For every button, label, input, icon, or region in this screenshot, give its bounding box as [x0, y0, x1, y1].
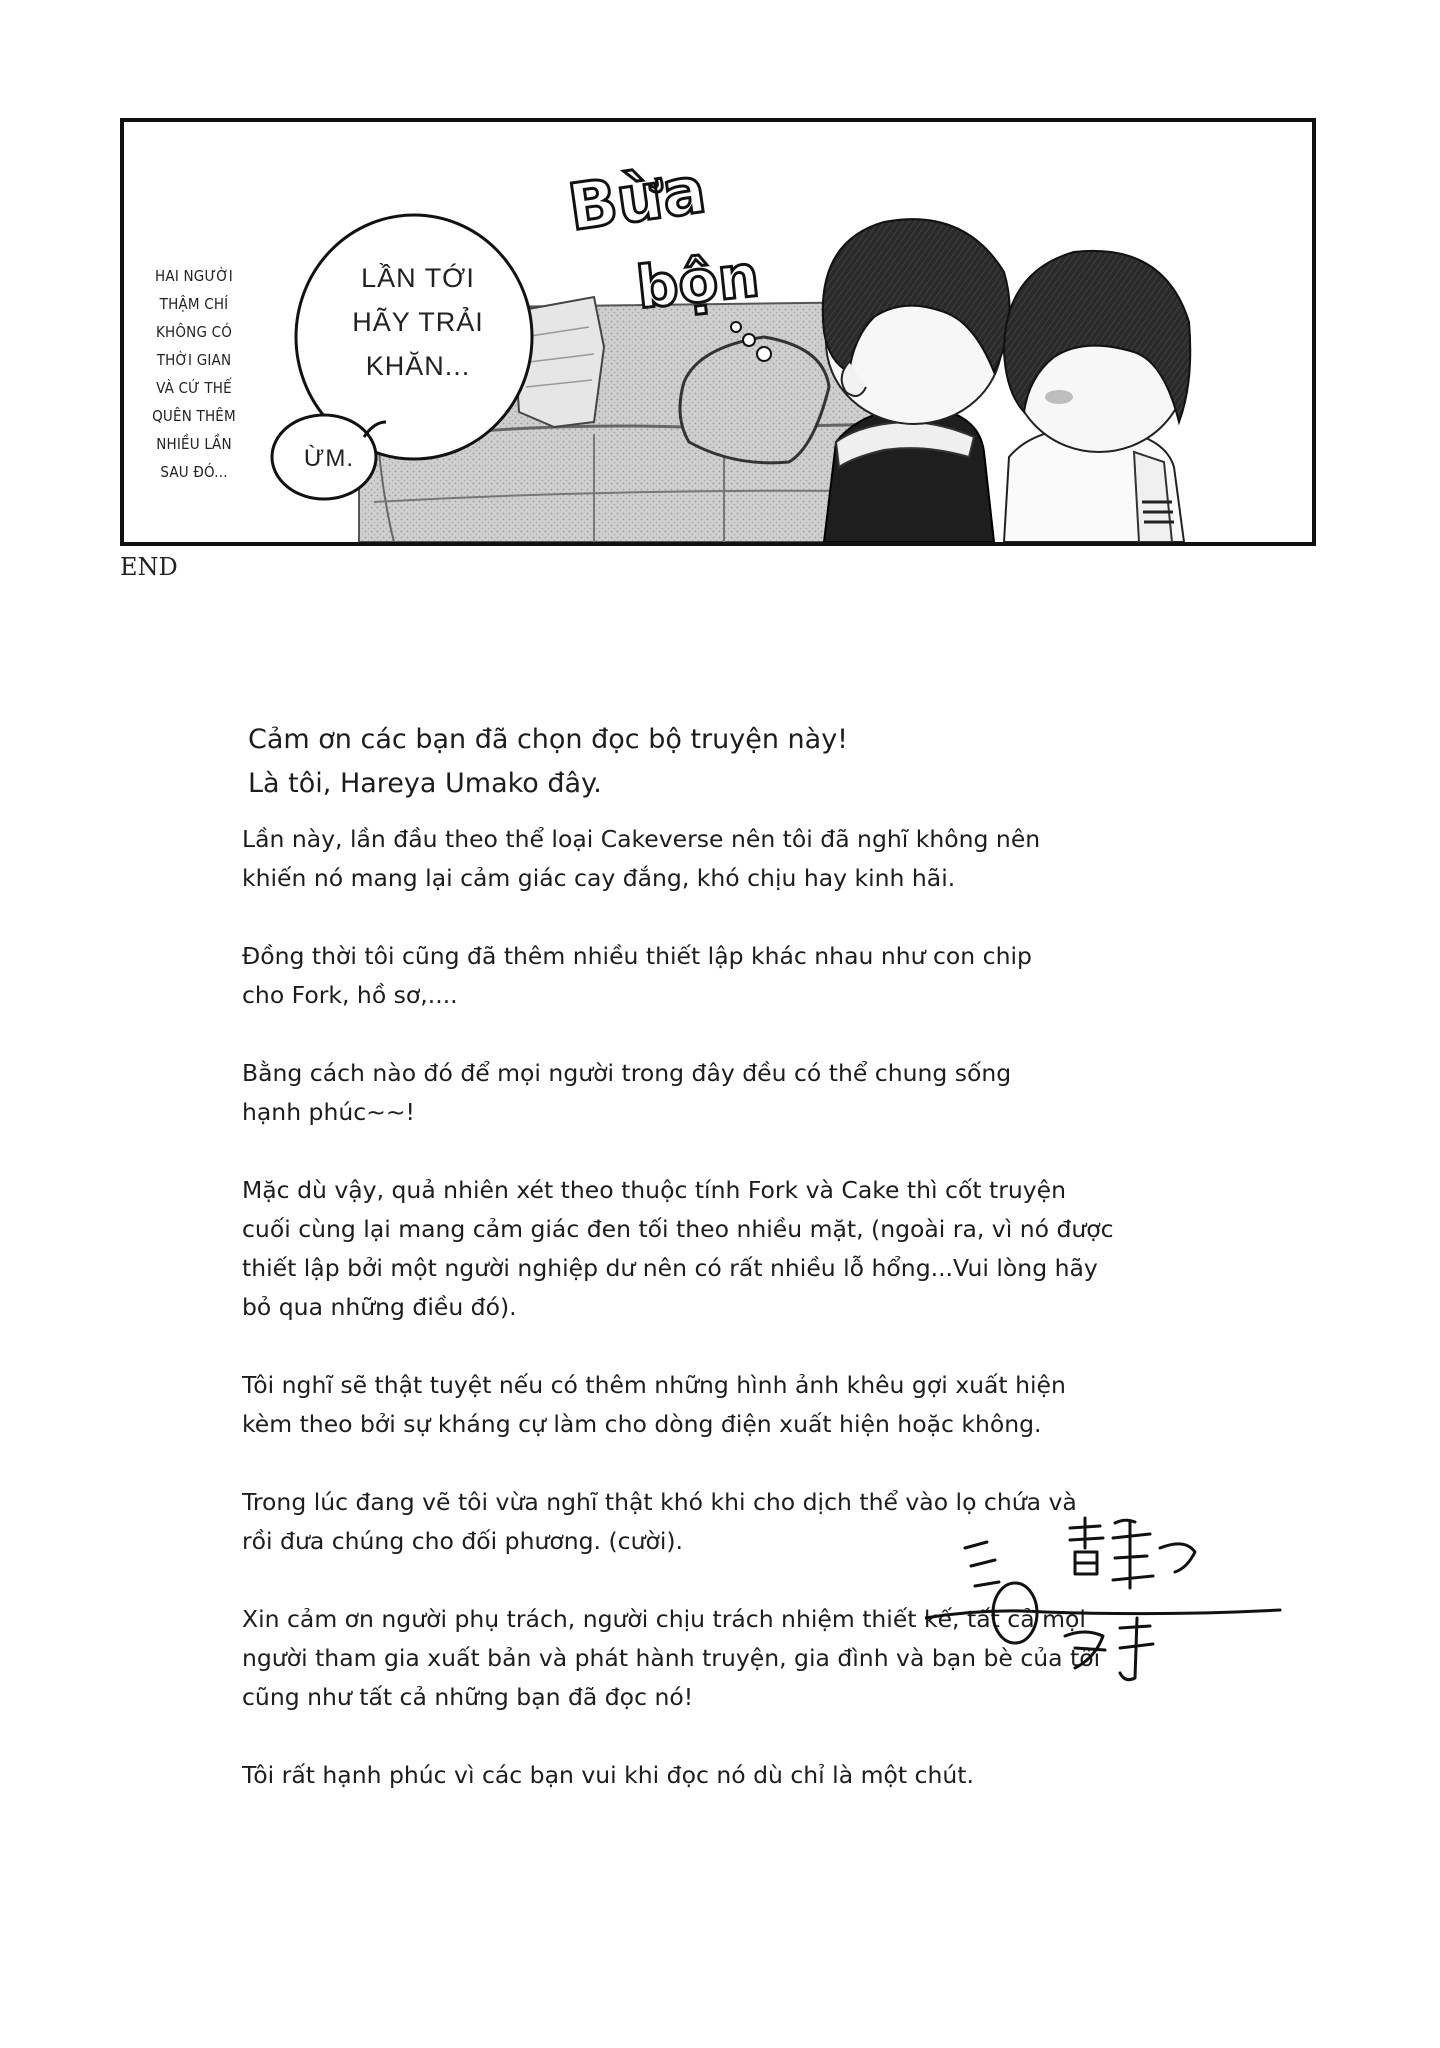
- narration-line: NHIỀU LẦN: [156, 435, 232, 453]
- bubble-line: LẦN TỚI: [361, 263, 475, 293]
- narration-line: KHÔNG CÓ: [155, 323, 233, 341]
- afterword-paragraph: [242, 1756, 1242, 1795]
- narration-line: QUÊN THÊM: [152, 407, 236, 425]
- afterword-paragraph: [242, 1054, 1242, 1132]
- paragraph-line: hạnh phúc~~!: [242, 1098, 415, 1126]
- bubble-line: KHĂN...: [365, 351, 471, 381]
- paragraph-line: Trong lúc đang vẽ tôi vừa nghĩ thật khó khi cho dịch thể vào lọ chứa và: [242, 1488, 1077, 1516]
- paragraph-line: Mặc dù vậy, quả nhiên xét theo thuộc tính Fork và Cake thì cốt truyện: [242, 1176, 1067, 1204]
- end-label: END: [120, 553, 178, 581]
- narration-caption: [130, 262, 258, 486]
- paragraph-line: kèm theo bởi sự kháng cự làm cho dòng điện xuất hiện hoặc không.: [242, 1410, 1042, 1438]
- narration-line: SAU ĐÓ...: [160, 463, 228, 481]
- narration-line: VÀ CỨ THẾ: [156, 379, 232, 397]
- greeting-line: Cảm ơn các bạn đã chọn đọc bộ truyện này!: [248, 724, 848, 755]
- svg-text:bộn: bộn: [633, 241, 763, 322]
- paragraph-line: Lần này, lần đầu theo thể loại Cakeverse nên tôi đã nghĩ không nên: [242, 825, 1041, 853]
- paragraph-line: khiến nó mang lại cảm giác cay đắng, khó chịu hay kinh hãi.: [242, 864, 956, 892]
- afterword-paragraph: [242, 1366, 1242, 1444]
- paragraph-line: Tôi rất hạnh phúc vì các bạn vui khi đọc nó dù chỉ là một chút.: [242, 1761, 974, 1789]
- panel-artwork: [124, 122, 1312, 542]
- bubble-line: HÃY TRẢI: [352, 307, 484, 337]
- paragraph-line: cho Fork, hồ sơ,....: [242, 981, 458, 1009]
- paragraph-line: người tham gia xuất bản và phát hành truyện, gia đình và bạn bè của tôi: [242, 1644, 1101, 1672]
- speech-bubble-main-text: [314, 256, 522, 388]
- paragraph-line: cũng như tất cả những bạn đã đọc nó!: [242, 1683, 694, 1711]
- narration-line: THỜI GIAN: [156, 351, 232, 369]
- manga-panel: [120, 118, 1316, 546]
- afterword-paragraph: [242, 1171, 1242, 1327]
- paragraph-line: bỏ qua những điều đó).: [242, 1293, 517, 1321]
- paragraph-line: rồi đưa chúng cho đối phương. (cười).: [242, 1527, 684, 1555]
- afterword-greeting: [248, 718, 1242, 806]
- character-right-drawing: [1004, 251, 1190, 542]
- narration-line: THẬM CHÍ: [159, 295, 229, 313]
- paragraph-line: Bằng cách nào đó để mọi người trong đây đều có thể chung sống: [242, 1059, 1012, 1087]
- speech-bubble-small-text: ỪM.: [303, 445, 355, 472]
- afterword-paragraph: [242, 937, 1242, 1015]
- author-signature: [925, 1508, 1285, 1688]
- paragraph-line: Đồng thời tôi cũng đã thêm nhiều thiết lập khác nhau như con chip: [242, 942, 1032, 970]
- paragraph-line: Xin cảm ơn người phụ trách, người chịu trách nhiệm thiết kế, tất cả mọi: [242, 1605, 1086, 1633]
- narration-line: HAI NGƯỜI: [155, 267, 233, 285]
- paragraph-line: thiết lập bởi một người nghiệp dư nên có rất nhiều lỗ hổng...Vui lòng hãy: [242, 1254, 1098, 1282]
- greeting-line: Là tôi, Hareya Umako đây.: [248, 768, 602, 799]
- paragraph-line: cuối cùng lại mang cảm giác đen tối theo nhiều mặt, (ngoài ra, vì nó được: [242, 1215, 1114, 1243]
- paragraph-line: Tôi nghĩ sẽ thật tuyệt nếu có thêm những hình ảnh khêu gợi xuất hiện: [242, 1371, 1066, 1399]
- afterword-paragraph: [242, 820, 1242, 898]
- svg-text:Bừa: Bừa: [563, 153, 711, 246]
- character-left-drawing: [823, 219, 1010, 542]
